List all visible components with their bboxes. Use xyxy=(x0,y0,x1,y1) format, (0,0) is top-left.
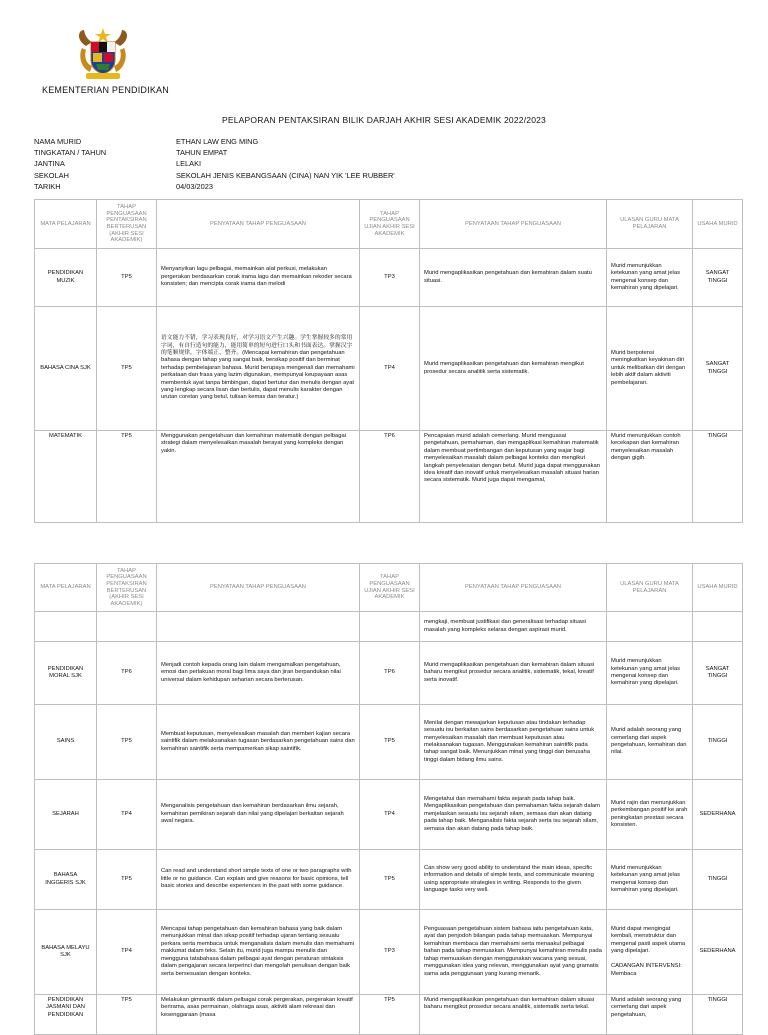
statement-cell: Menyanyikan lagu pelbagai, memainkan alat perkusi, melakukan pergerakan berdasarkan corak irama lagu dan memainkan rekoder secara konsisten; dan mencipta corak irama dan melodi xyxy=(157,249,360,307)
statement-cell: Membuat keputusan, menyelesaikan masalah dan memberi kajian secara saintifik dalam melaksanakan tugasan berdasarkan pengetahuan sains dan kemahiran saintifik serta mempamerkan sikap saintifik. xyxy=(157,705,360,780)
tp-continuous-cell: TP4 xyxy=(97,780,157,850)
tp-continuous-cell: TP6 xyxy=(97,642,157,705)
column-header: TAHAP PENGUASAAN UJIAN AKHIR SESI AKADEMIK xyxy=(360,564,420,612)
subject-cell: BAHASA MELAYU SJK xyxy=(35,910,97,995)
table-row xyxy=(35,307,743,431)
statement-exam-cell: Can show very good ability to understand the main ideas, specific information and details of simple texts, and communicate meaning using appropriate strategies in writing. Responds to the given language tasks very well. xyxy=(420,850,607,910)
report-title: PELAPORAN PENTAKSIRAN BILIK DARJAH AKHIR SESI AKADEMIK 2022/2023 xyxy=(222,115,546,125)
assessment-table-page-2 xyxy=(34,563,743,1035)
ministry-name: KEMENTERIAN PENDIDIKAN xyxy=(42,85,169,95)
statement-cell: Can read and understand short simple texts of one or two paragraphs with little or no guidance. Can explain and give reasons for basic opinions, tell basic stories and describe experiences in the past with some guidance. xyxy=(157,850,360,910)
table-row xyxy=(35,850,743,910)
student-school-row: SEKOLAH SEKOLAH JENIS KEBANGSAAN (CINA) NAN YIK 'LEE RUBBER' xyxy=(34,170,395,180)
tp-exam-cell: TP3 xyxy=(360,910,420,995)
col-statement: PENYATAAN TAHAP PENGUASAAN xyxy=(157,200,360,249)
column-header: ULASAN GURU MATA PELAJARAN xyxy=(607,564,693,612)
table-row xyxy=(35,995,743,1035)
table-row xyxy=(35,910,743,995)
teacher-comment-cell: Murid menunjukkan ketekunan yang amat jelas mengenai konsep dan kemahiran yang dipelajari. xyxy=(607,642,693,705)
table-row xyxy=(35,780,743,850)
tp-continuous-cell: TP4 xyxy=(97,910,157,995)
tp-continuous-cell: TP5 xyxy=(97,249,157,307)
teacher-comment-cell: Murid berpotensi meningkatkan keyakinan diri untuk melibatkan diri dengan lebih aktif dalam aktiviti pembelajaran. xyxy=(607,307,693,431)
subject-cell: BAHASA INGGERIS SJK xyxy=(35,850,97,910)
subject-cell: PENDIDIKAN JASMANI DAN PENDIDIKAN xyxy=(35,995,97,1035)
col-tp-continuous: TAHAP PENGUASAAN PENTAKSIRAN BERTERUSAN (AKHIR SESI AKADEMIK) xyxy=(97,200,157,249)
column-header: PENYATAAN TAHAP PENGUASAAN xyxy=(157,564,360,612)
statement-exam-cell: Pencapaian murid adalah cemerlang. Murid menguasai pengetahuan, pemahaman, dan mengaplikasi kemahiran matematik dalam membuat pertimbangan dan keputusan yang wajar bagi menyelesaikan masalah dalam pelbagai konteks dan mengikut langkah penyelesaian dengan betul. Murid juga dapat menggunakan idea kreatif dan inovatif untuk menyelesaikan masalah situasi harian secara sistematik. Murid juga dapat mengamal, xyxy=(420,431,607,523)
column-header: MATA PELAJARAN xyxy=(35,564,97,612)
effort-cell: SANGAT TINGGI xyxy=(693,307,743,431)
statement-cell: Menjadi contoh kepada orang lain dalam mengamalkan pengetahuan, emosi dan perlakuan moral bagi lima saya dan jiran berpandukan nilai universal dalam kehidupan seharian secara berterusan. xyxy=(157,642,360,705)
teacher-comment-cell: Murid menunjukkan ketekunan yang amat jelas mengenai konsep dan kemahiran yang dipelajari. xyxy=(607,850,693,910)
table-row xyxy=(35,642,743,705)
col-subject: MATA PELAJARAN xyxy=(35,200,97,249)
student-gender-row: JANTINA LELAKI xyxy=(34,159,202,169)
coat-of-arms-logo xyxy=(72,26,134,82)
table-row xyxy=(35,249,743,307)
effort-cell: TINGGI xyxy=(693,705,743,780)
subject-cell: BAHASA CINA SJK xyxy=(35,307,97,431)
effort-cell: SEDERHANA xyxy=(693,910,743,995)
subject-cell: MATEMATIK xyxy=(35,431,97,523)
tp-exam-cell: TP6 xyxy=(360,642,420,705)
teacher-comment-cell: Murid adalah seorang yang cemerlang dari aspek pengetahuan, xyxy=(607,995,693,1035)
col-effort: USAHA MURID xyxy=(693,200,743,249)
tp-exam-cell: TP5 xyxy=(360,850,420,910)
statement-exam-cell: Murid mengaplikasikan pengetahuan dan kemahiran dalam suatu situasi. xyxy=(420,249,607,307)
effort-cell xyxy=(693,612,743,642)
statement-cell: 语文能力不错，学习表现良好，对学习语文产生兴趣。学生掌握较多的常用字词，有自行造句的能力，能用简单的短句进行口头和书面表达。掌握汉字的笔顺规律，字体端正、整齐。(Mencapai kemahiran dan pengetahuan bahasa dengan tahap yang sangat baik, bersikap positif dan berminat terhadap pembelajaran bahasa. Murid berupaya mengenali dan memahami perkataan dan frasa yang lazim digunakan, mempunyai keupayaan asas membentuk ayat tanpa bimbingan, dapat bertutur dan menulis dengan ayat yang lengkap secara lisan dan bertulis, dapat menulis karakter dengan urutan coretan yang betul, tulisan kemas dan teratur.) xyxy=(157,307,360,431)
statement-exam-cell: Murid mengaplikasikan pengetahuan dan kemahiran dalam situasi baharu mengikut prosedur secara analitik, sistematik serta tekal. xyxy=(420,995,607,1035)
col-teacher-comment: ULASAN GURU MATA PELAJARAN xyxy=(607,200,693,249)
statement-cell: Mencapai tahap pengetahuan dan kemahiran bahasa yang baik dalam menunjukkan minat dan sikap positif terhadap ujaran tentang sesuatu perkara serta membaca untuk menganalisis dalam menulis dan memahami maklumat dalam teks. Selain itu, murid juga mampu menulis dan mengguna tatabahasa dalam pelbagai ayat dengan peraturan sintaksis dalam pengajaran secara terperinci dan mengolah penulisan dengan baik serta bersesuaian dengan konteks. xyxy=(157,910,360,995)
subject-cell: PENDIDIKAN MUZIK xyxy=(35,249,97,307)
tp-continuous-cell: TP5 xyxy=(97,995,157,1035)
tp-exam-cell: TP3 xyxy=(360,249,420,307)
tp-exam-cell: TP5 xyxy=(360,995,420,1035)
tp-exam-cell xyxy=(360,612,420,642)
column-header: PENYATAAN TAHAP PENGUASAAN xyxy=(420,564,607,612)
teacher-comment-cell: Murid menunjukkan contoh kecekapan dan kemahiran menyelesaikan masalah dengan gigih. xyxy=(607,431,693,523)
teacher-comment-cell: Murid adalah seorang yang cemerlang dari aspek pengetahuan, kemahiran dan nilai. xyxy=(607,705,693,780)
table-header-row xyxy=(35,200,743,249)
effort-cell: SANGAT TINGGI xyxy=(693,249,743,307)
tp-exam-cell: TP5 xyxy=(360,705,420,780)
effort-cell: TINGGI xyxy=(693,850,743,910)
tp-continuous-cell: TP5 xyxy=(97,307,157,431)
table-row-continuation xyxy=(35,612,743,642)
teacher-comment-cell: Murid menunjukkan ketekunan yang amat jelas mengenai konsep dan kemahiran yang dipelajari. xyxy=(607,249,693,307)
tp-continuous-cell: TP5 xyxy=(97,850,157,910)
teacher-comment-cell: Murid rajin dan menunjukkan perkembangan positif ke arah peningkatan prestasi secara konsisten. xyxy=(607,780,693,850)
tp-exam-cell: TP4 xyxy=(360,780,420,850)
tp-exam-cell: TP6 xyxy=(360,431,420,523)
subject-cell xyxy=(35,612,97,642)
statement-cell: Melakukan gimnastik dalam pelbagai corak pergerakan, pergerakan kreatif berirama, asas permainan, olahraga asas, aktiviti alam rekreasi dan kesenggaraan (masa xyxy=(157,995,360,1035)
statement-cell xyxy=(157,612,360,642)
table-row xyxy=(35,705,743,780)
table-header-row xyxy=(35,564,743,612)
teacher-comment-cell xyxy=(607,612,693,642)
col-tp-exam: TAHAP PENGUASAAN UJIAN AKHIR SESI AKADEMIK xyxy=(360,200,420,249)
statement-exam-cell: Menilai dengan mewajarkan keputusan atau tindakan terhadap sesuatu isu berkaitan sains berdasarkan pengetahuan sains untuk menyelesaikan masalah dan membuat keputusan atau melaksanakan tugasan. Menggunakan kemahiran saintifik pada tahap sangat baik. Menunjukkan minat yang tinggi dan berusaha tinggi dalam bidang ilmu sains. xyxy=(420,705,607,780)
statement-exam-cell: Penguasaan pengetahuan sistem bahasa iaitu pengetahuan kata, ayat dan penjodoh bilangan pada tahap memuaskan. Mempunyai kemahiran membaca dan memahami serta menaakul pelbagai bahan pada tahap memuaskan. Mempunyai kemahiran menulis pada tahap memuaskan dengan menggunakan wacana yang sesuai, menggunakan idea yang relevan, menggunakan ayat yang gramatis sama ada penggunaan yang kurang menarik. xyxy=(420,910,607,995)
assessment-table-page-1 xyxy=(34,199,743,523)
statement-exam-cell: Murid mengaplikasikan pengetahuan dan kemahiran dalam situasi baharu mengikut prosedur secara analitik, sistematik, tekal, kreatif serta inovatif. xyxy=(420,642,607,705)
tp-continuous-cell: TP5 xyxy=(97,705,157,780)
effort-cell: SANGAT TINGGI xyxy=(693,642,743,705)
statement-exam-cell: mengkaji, membuat justifikasi dan generalisasi terhadap situasi masalah yang kompleks selaras dengan aspirasi murid. xyxy=(420,612,607,642)
teacher-comment-cell: Murid dapat mengingat kembali, menstruktur dan mengenal pasti aspek utama yang dipelajari. CADANGAN INTERVENSI: Membaca xyxy=(607,910,693,995)
statement-exam-cell: Mengetahui dan memahami fakta sejarah pada tahap baik. Mengaplikasikan pengetahuan dan pemahaman fakta sejarah dalam menjelaskan sesuatu isu sejarah silam, semasa dan akan datang pada tahap baik. Menganalisis fakta sejarah serta isu sejarah silam, semasa dan akan datang pada tahap baik. xyxy=(420,780,607,850)
student-info xyxy=(34,136,476,192)
subject-cell: SAINS xyxy=(35,705,97,780)
tp-exam-cell: TP4 xyxy=(360,307,420,431)
report-date-row: TARIKH 04/03/2023 xyxy=(34,181,213,191)
subject-cell: SEJARAH xyxy=(35,780,97,850)
statement-cell: Menggunakan pengetahuan dan kemahiran matematik dengan pelbagai strategi dalam menyelesaikan masalah berayat yang kompleks dengan yakin. xyxy=(157,431,360,523)
student-class-row: TINGKATAN / TAHUN TAHUN EMPAT xyxy=(34,148,228,158)
col-statement-2: PENYATAAN TAHAP PENGUASAAN xyxy=(420,200,607,249)
statement-exam-cell: Murid mengaplikasikan pengetahuan dan kemahiran mengikut prosedur secara analitik serta sistematik. xyxy=(420,307,607,431)
student-name-row: NAMA MURID ETHAN LAW ENG MING xyxy=(34,137,259,146)
table-row xyxy=(35,431,743,523)
effort-cell: TINGGI xyxy=(693,431,743,523)
column-header: USAHA MURID xyxy=(693,564,743,612)
tp-continuous-cell: TP5 xyxy=(97,431,157,523)
column-header: TAHAP PENGUASAAN PENTAKSIRAN BERTERUSAN (AKHIR SESI AKADEMIK) xyxy=(97,564,157,612)
tp-continuous-cell xyxy=(97,612,157,642)
subject-cell: PENDIDIKAN MORAL SJK xyxy=(35,642,97,705)
effort-cell: TINGGI xyxy=(693,995,743,1035)
statement-cell: Menganalisis pengetahuan dan kemahiran berdasarkan ilmu sejarah, kemahiran pemikiran sejarah dan nilai yang dipelajari berkaitan sejarah awal negara. xyxy=(157,780,360,850)
effort-cell: SEDERHANA xyxy=(693,780,743,850)
